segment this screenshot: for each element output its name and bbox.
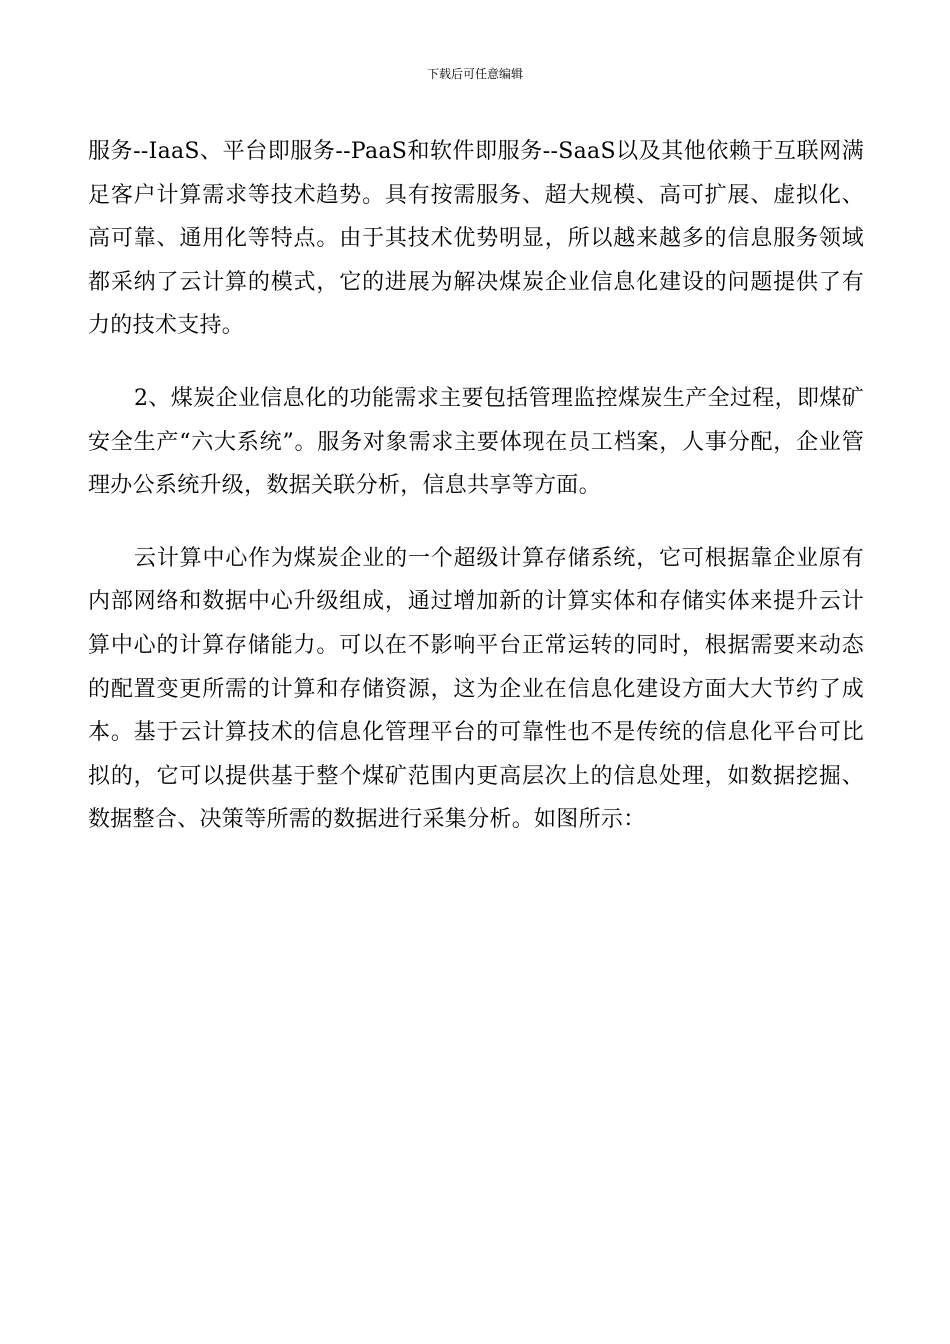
paragraph-spacer: [88, 508, 864, 537]
paragraph-cloud-center: 云计算中心作为煤炭企业的一个超级计算存储系统，它可根据靠企业原有内部网络和数据中心升级组成，通过增加新的计算实体和存储实体来提升云计算中心的计算存储能力。可以在不影响平台正常运转的同时，根据需要来动态的配置变更所需的计算和存储资源，这为企业在信息化建设方面大大节约了成本。基于云计算技术的信息化管理平台的可靠性也不是传统的信息化平台可比拟的，它可以提供基于整个煤矿范围内更高层次上的信息处理，如数据挖掘、数据整合、决策等所需的数据进行采集分析。如图所示：: [88, 545, 864, 833]
paragraph-functional-requirements: 2、煤炭企业信息化的功能需求主要包括管理监控煤炭生产全过程，即煤矿安全生产“六大系统”。服务对象需求主要体现在员工档案，人事分配，企业管理办公系统升级，数据关联分析，信息共享等方面。: [88, 385, 864, 499]
page-header-note: 下载后可任意编辑: [426, 67, 523, 81]
document-body: [88, 130, 864, 842]
paragraph-cloud-computing-intro: 服务--IaaS、平台即服务--PaaS和软件即服务--SaaS以及其他依赖于互联网满足客户计算需求等技术趋势。具有按需服务、超大规模、高可扩展、虚拟化、高可靠、通用化等特点。由于其技术优势明显，所以越来越多的信息服务领域都采纳了云计算的模式，它的进展为解决煤炭企业信息化建设的问题提供了有力的技术支持。: [88, 139, 864, 339]
paragraph-spacer: [88, 348, 864, 377]
